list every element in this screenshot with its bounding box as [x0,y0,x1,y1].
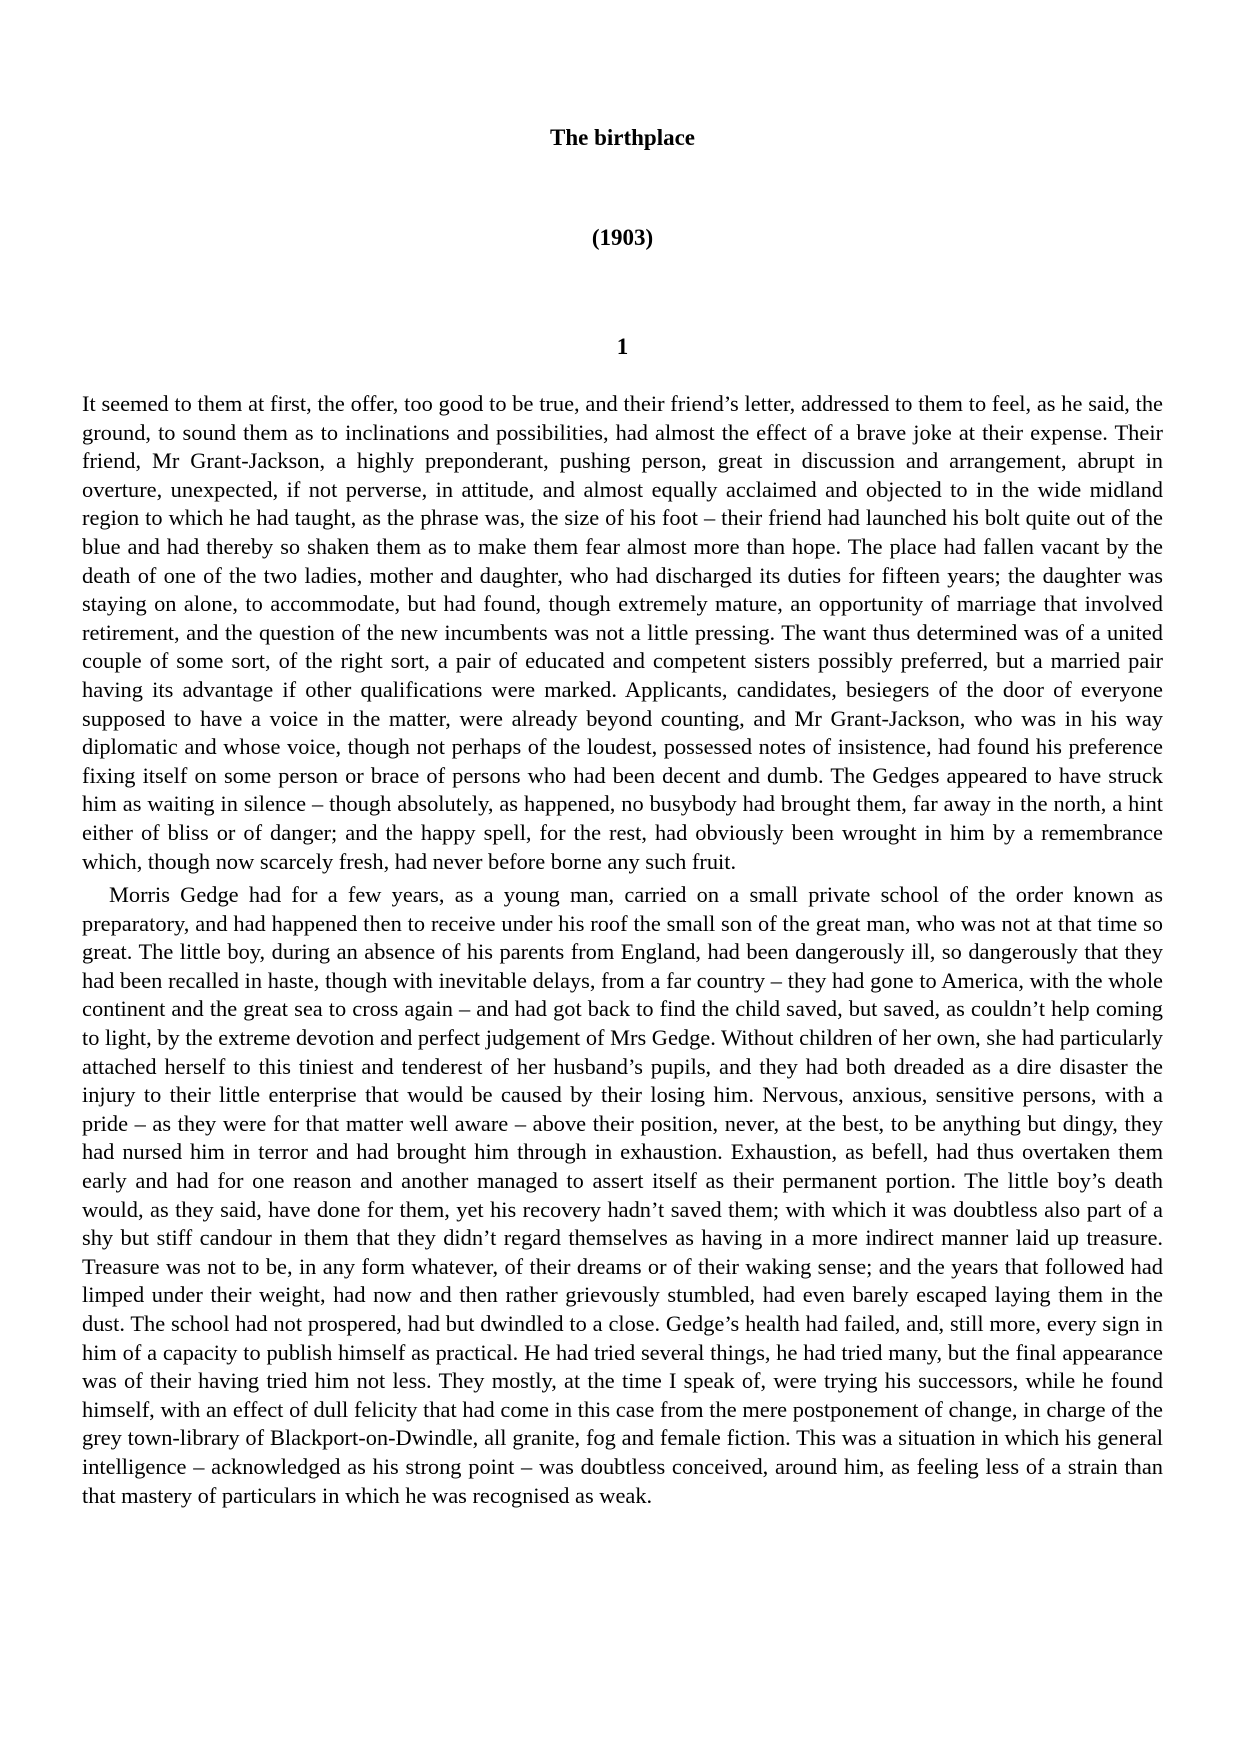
story-title: The birthplace [549,125,696,150]
story-year: (1903) [591,225,654,250]
body-text [82,390,1163,1510]
paragraph-1: It seemed to them at first, the offer, too good to be true, and their friend’s letter, addressed to them to feel, as he said, the ground, to sound them as to inclinations and possibilities, had almost the effect of a brave joke at their expense. Their friend, Mr Grant-Jackson, a highly preponderant, pushing person, great in discussion and arrangement, abrupt in overture, unexpected, if not perverse, in attitude, and almost equally acclaimed and objected to in the wide midland region to which he had taught, as the phrase was, the size of his foot – their friend had launched his bolt quite out of the blue and had thereby so shaken them as to make them fear almost more than hope. The place had fallen vacant by the death of one of the two ladies, mother and daughter, who had discharged its duties for fifteen years; the daughter was staying on alone, to accommodate, but had found, though extremely mature, an opportunity of marriage that involved retirement, and the question of the new incumbents was not a little pressing. The want thus determined was of a united couple of some sort, of the right sort, a pair of educated and competent sisters possibly preferred, but a married pair having its advantage if other qualifications were marked. Applicants, candidates, besiegers of the door of everyone supposed to have a voice in the matter, were already beyond counting, and Mr Grant-Jackson, who was in his way diplomatic and whose voice, though not perhaps of the loudest, possessed notes of insistence, had found his preference fixing itself on some person or brace of persons who had been decent and dumb. The Gedges appeared to have struck him as waiting in silence – though absolutely, as happened, no busybody had brought them, far away in the north, a hint either of bliss or of danger; and the happy spell, for the rest, had obviously been wrought in him by a remembrance which, though now scarcely fresh, had never before borne any such fruit. [82,391,1163,874]
chapter-number: 1 [616,334,629,359]
paragraph-2: Morris Gedge had for a few years, as a young man, carried on a small private school of the order known as preparatory, and had happened then to receive under his roof the small son of the great man, who was not at that time so great. The little boy, during an absence of his parents from England, had been dangerously ill, so dangerously that they had been recalled in haste, though with inevitable delays, from a far country – they had gone to America, with the whole continent and the great sea to cross again – and had got back to find the child saved, but saved, as couldn’t help coming to light, by the extreme devotion and perfect judgement of Mrs Gedge. Without children of her own, she had particularly attached herself to this tiniest and tenderest of her husband’s pupils, and they had both dreaded as a dire disaster the injury to their little enterprise that would be caused by their losing him. Nervous, anxious, sensitive persons, with a pride – as they were for that matter well aware – above their position, never, at the best, to be anything but dingy, they had nursed him in terror and had brought him through in exhaustion. Exhaustion, as befell, had thus overtaken them early and had for one reason and another managed to assert itself as their permanent portion. The little boy’s death would, as they said, have done for them, yet his recovery hadn’t saved them; with which it was doubtless also part of a shy but stiff candour in them that they didn’t regard themselves as having in a more indirect manner laid up treasure. Treasure was not to be, in any form whatever, of their dreams or of their waking sense; and the years that followed had limped under their weight, had now and then rather grievously stumbled, had even barely escaped laying them in the dust. The school had not prospered, had but dwindled to a close. Gedge’s health had failed, and, still more, every sign in him of a capacity to publish himself as practical. He had tried several things, he had tried many, but the final appearance was of their having tried him not less. They mostly, at the time I speak of, were trying his successors, while he found himself, with an effect of dull felicity that had come in this case from the mere postponement of change, in charge of the grey town-library of Blackport-on-Dwindle, all granite, fog and female fiction. This was a situation in which his general intelligence – acknowledged as his strong point – was doubtless conceived, around him, as feeling less of a strain than that mastery of particulars in which he was recognised as weak. [82,882,1163,1508]
